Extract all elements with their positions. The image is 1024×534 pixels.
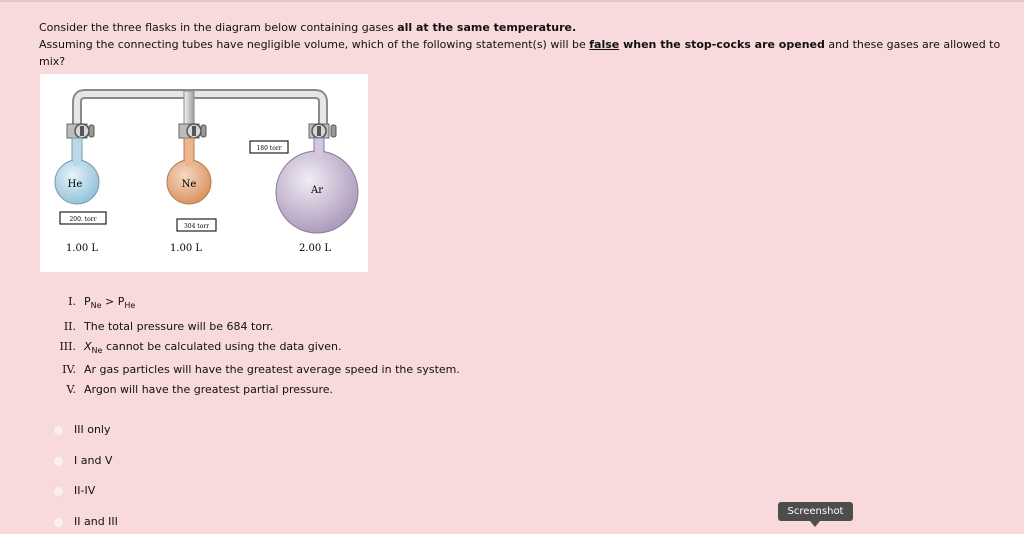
stopcock-ar bbox=[309, 124, 336, 138]
flask-ne bbox=[167, 138, 211, 204]
radio-button[interactable] bbox=[53, 517, 64, 528]
volume-ar: 2.00 L bbox=[298, 243, 332, 254]
question-false-emphasis: false bbox=[589, 38, 620, 51]
statement-text: The total pressure will be 684 torr. bbox=[84, 320, 274, 333]
statement-number: III. bbox=[59, 340, 76, 353]
statement-text: Argon will have the greatest partial pressure. bbox=[84, 383, 334, 396]
comparison: > P bbox=[101, 295, 125, 308]
subscript-ne: Ne bbox=[91, 346, 103, 355]
subscript-ne: Ne bbox=[90, 301, 102, 310]
flask-he bbox=[55, 138, 99, 204]
question-line2-end: and these gases are allowed to mix? bbox=[39, 38, 1001, 68]
option-label: II and III bbox=[74, 515, 118, 528]
option-2[interactable] bbox=[53, 453, 253, 473]
pressure-ar: 180 torr bbox=[256, 145, 282, 152]
flask-he-label: He bbox=[67, 179, 83, 190]
statement-number: I. bbox=[68, 295, 76, 308]
option-1[interactable] bbox=[53, 422, 253, 442]
statement-5 bbox=[0, 383, 600, 401]
flask-ar-label: Ar bbox=[310, 185, 324, 196]
option-4[interactable] bbox=[53, 514, 253, 534]
question-text bbox=[39, 19, 1014, 70]
option-label: III only bbox=[74, 423, 111, 436]
connecting-tube bbox=[77, 91, 323, 124]
statement-1 bbox=[0, 295, 600, 313]
statement-3 bbox=[0, 340, 600, 358]
radio-button[interactable] bbox=[53, 425, 64, 436]
option-label: II-IV bbox=[74, 484, 96, 497]
statement-2 bbox=[0, 320, 600, 338]
flasks-diagram bbox=[40, 74, 368, 272]
statement-number: IV. bbox=[62, 363, 76, 376]
stopcock-ne bbox=[179, 124, 206, 138]
volume-he: 1.00 L bbox=[65, 243, 99, 254]
statement-text bbox=[84, 295, 135, 310]
screenshot-button[interactable]: Screenshot bbox=[778, 502, 853, 521]
subscript-he: He bbox=[124, 301, 136, 310]
option-label: I and V bbox=[74, 454, 113, 467]
pressure-ne: 304 torr bbox=[183, 223, 210, 230]
statement-number: II. bbox=[63, 320, 76, 333]
question-line2: Assuming the connecting tubes have negligible volume, which of the following statement(s) will be bbox=[39, 38, 590, 51]
question-line1-bold: all at the same temperature. bbox=[397, 21, 577, 34]
volume-ne: 1.00 L bbox=[169, 243, 203, 254]
statement-number: V. bbox=[66, 383, 76, 396]
pressure-he: 200. torr bbox=[69, 216, 97, 223]
flask-ne-label: Ne bbox=[181, 179, 197, 190]
statement-text: Ar gas particles will have the greatest average speed in the system. bbox=[84, 363, 460, 376]
option-3[interactable] bbox=[53, 483, 253, 503]
question-line1: Consider the three flasks in the diagram below containing gases bbox=[39, 21, 398, 34]
radio-button[interactable] bbox=[53, 456, 64, 467]
statement-4 bbox=[0, 363, 600, 381]
statement-rest: cannot be calculated using the data given. bbox=[102, 340, 342, 353]
stopcock-he bbox=[67, 124, 94, 138]
statement-text bbox=[84, 340, 342, 355]
question-line2-bold: when the stop-cocks are opened bbox=[619, 38, 825, 51]
radio-button[interactable] bbox=[53, 486, 64, 497]
symbol-p: P bbox=[84, 295, 91, 308]
top-border bbox=[0, 0, 1024, 2]
symbol-x: X bbox=[84, 340, 92, 353]
